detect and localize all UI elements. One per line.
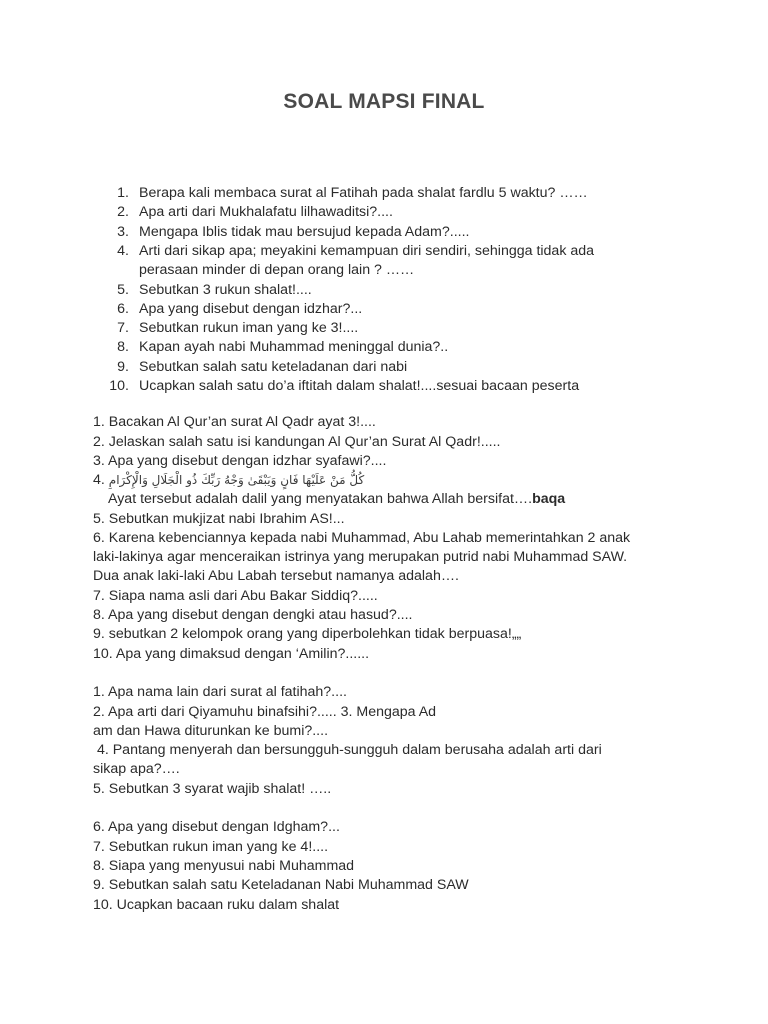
list-number: 7. [117,320,129,337]
question-line: 1. Bacakan Al Qur’an surat Al Qadr ayat 3!.... [93,414,376,430]
list-item-text: Berapa kali membaca surat al Fatihah pada shalat fardlu 5 waktu? …… [139,185,588,201]
question-line: Dua anak laki-laki Abu Labah tersebut namanya adalah…. [93,568,459,584]
list-item-text: Sebutkan salah satu keteladanan dari nabi [139,358,408,375]
list-number: 4. [117,242,129,259]
question-number: 4. [93,472,105,488]
list-item-text: Apa arti dari Mukhalafatu lilhawaditsi?.... [139,204,393,221]
question-line: 6. Karena kebenciannya kepada nabi Muhammad, Abu Lahab memerintahkan 2 anak [93,530,631,546]
question-line: am dan Hawa diturunkan ke bumi?.... [93,723,329,739]
question-line: 5. Sebutkan 3 syarat wajib shalat! ….. [93,781,332,797]
list-item-text: Kapan ayah nabi Muhammad meninggal dunia?.. [139,339,449,356]
question-line: 9. Sebutkan salah satu Keteladanan Nabi Muhammad SAW [93,877,469,893]
list-number: 3. [117,223,129,240]
question-text: Ayat tersebut adalah dalil yang menyatakan bahwa Allah bersifat…. [108,491,533,507]
question-line: 2. Jelaskan salah satu isi kandungan Al Qur’an Surat Al Qadr!..... [93,434,501,450]
question-line: 2. Apa arti dari Qiyamuhu binafsihi?..... 3. Mengapa Ad [93,704,437,720]
question-line: 1. Apa nama lain dari surat al fatihah?.... [93,684,347,700]
question-line: 7. Sebutkan rukun iman yang ke 4!.... [93,839,329,855]
list-item-text: Sebutkan rukun iman yang ke 3!.... [139,320,359,337]
question-line [93,471,364,490]
question-line: 6. Apa yang disebut dengan Idgham?... [93,819,340,835]
list-number: 9. [117,358,129,375]
list-item-text: Apa yang disebut dengan idzhar?... [139,300,363,317]
list-item-text: Sebutkan 3 rukun shalat!.... [139,281,312,298]
question-line: 7. Siapa nama asli dari Abu Bakar Siddiq?..... [93,588,378,604]
list-number: 1. [117,185,129,201]
list-number: 10. [109,378,129,394]
question-line: 8. Apa yang disebut dengan dengki atau hasud?.... [93,607,413,623]
question-line: 3. Apa yang disebut dengan idzhar syafawi?.... [93,453,387,469]
answer-text: baqa [532,491,566,507]
list-number: 8. [117,339,129,356]
question-line: 4. Pantang menyerah dan bersungguh-sungguh dalam berusaha adalah arti dari [93,742,602,758]
question-line [108,490,565,509]
list-item-text: Ucapkan salah satu do’a iftitah dalam shalat!....sesuai bacaan peserta [139,378,580,394]
question-line: 10. Ucapkan bacaan ruku dalam shalat [93,897,340,913]
question-line: 5. Sebutkan mukjizat nabi Ibrahim AS!... [93,511,345,527]
list-item-continuation: perasaan minder di depan orang lain ? …… [139,262,415,279]
question-line: 10. Apa yang dimaksud dengan ‘Amilin?...... [93,646,370,662]
list-item-text: Mengapa Iblis tidak mau bersujud kepada Adam?..... [139,223,470,240]
list-item-text: Arti dari sikap apa; meyakini kemampuan diri sendiri, sehingga tidak ada [139,242,595,259]
list-number: 2. [117,204,129,221]
question-line: 9. sebutkan 2 kelompok orang yang diperbolehkan tidak berpuasa!„„ [93,626,522,642]
question-line: 8. Siapa yang menyusui nabi Muhammad [93,858,355,874]
question-line: sikap apa?…. [93,761,180,777]
list-number: 6. [117,300,129,317]
page-title: SOAL MAPSI FINAL [283,90,485,113]
arabic-verse: كُلُّ مَنْ عَلَيْهَا فَانٍ وَيَبْقَىٰ وَجْهُ رَبِّكَ ذُو الْجَلَالِ وَالْإِكْرَامِ [108,473,365,487]
list-number: 5. [117,281,129,298]
question-line: laki-lakinya agar menceraikan istrinya yang merupakan putrid nabi Muhammad SAW. [93,549,628,565]
